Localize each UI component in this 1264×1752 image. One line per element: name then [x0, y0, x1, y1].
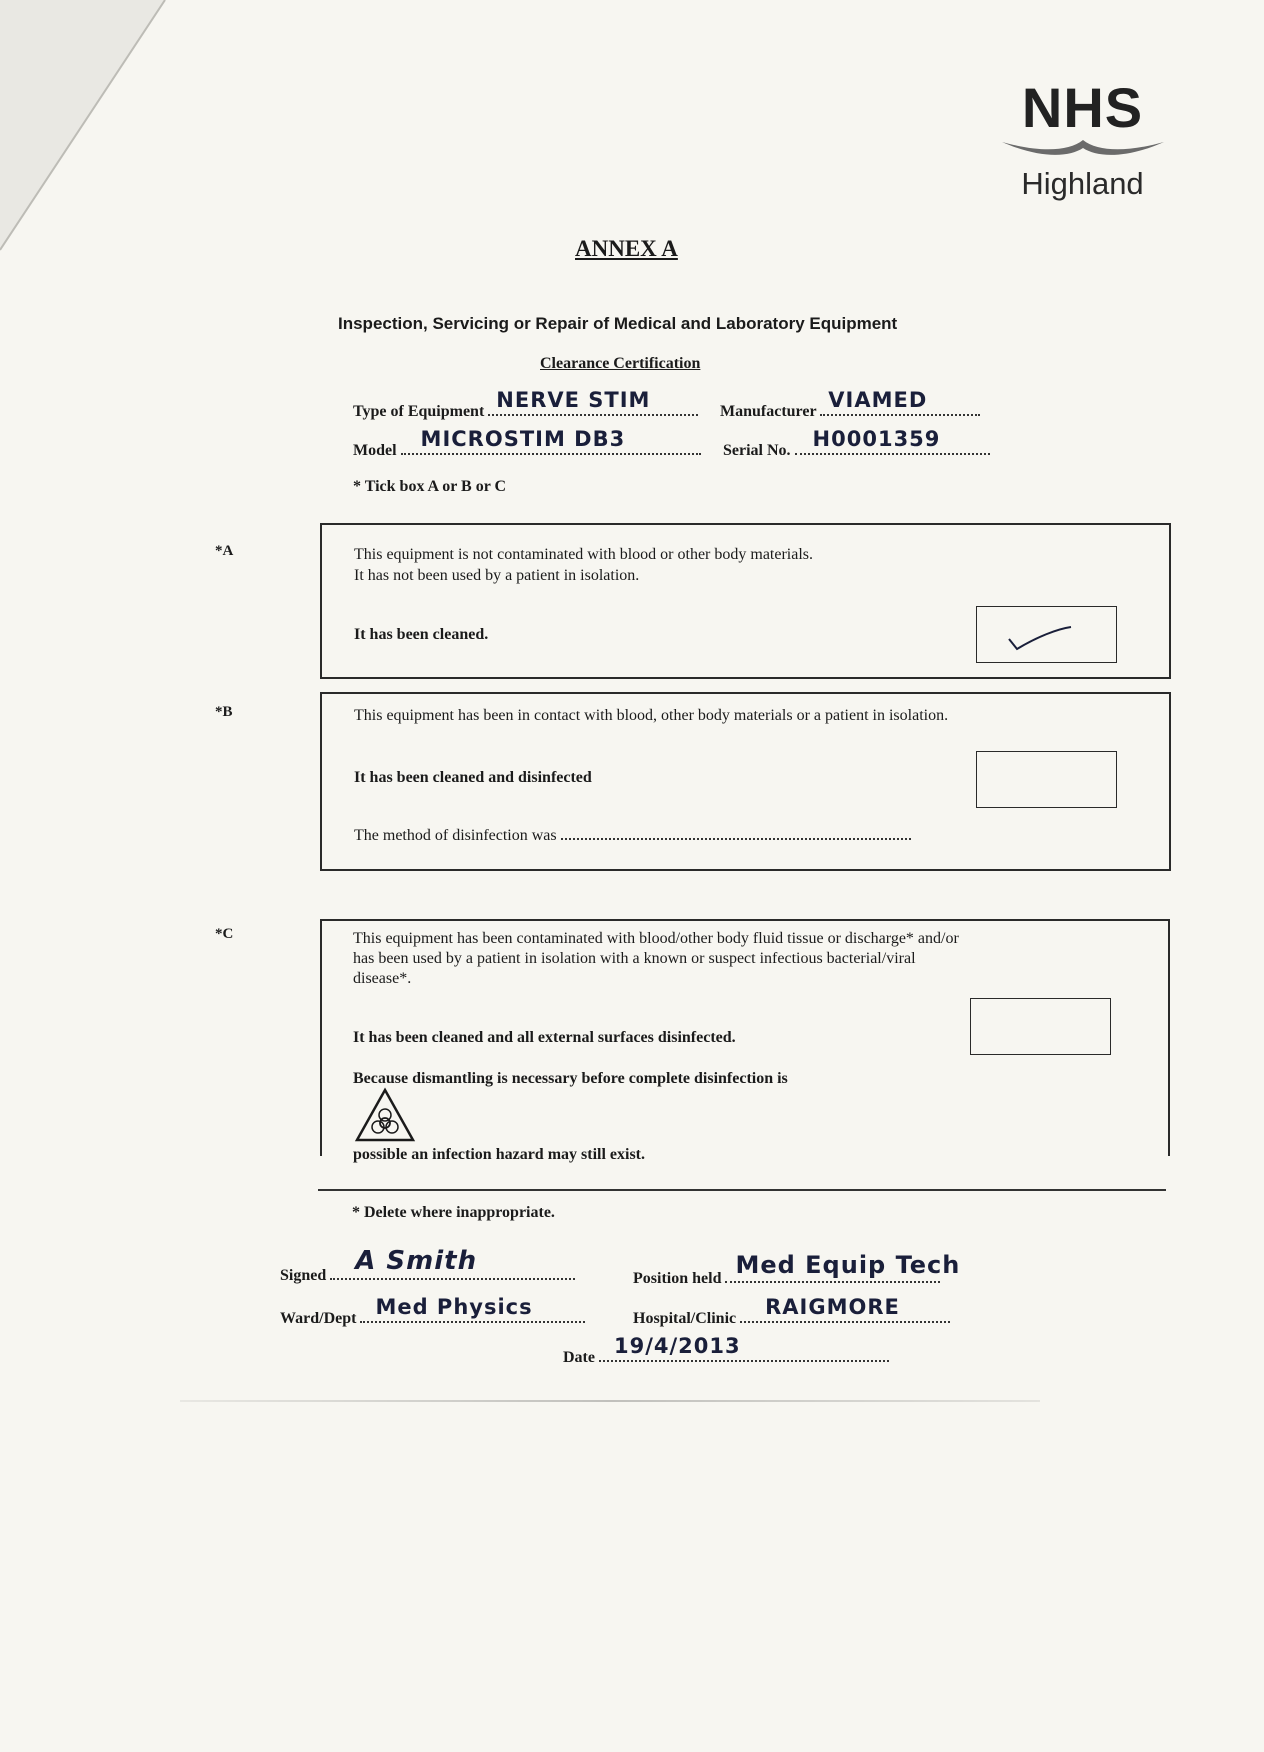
section-c-line3: disease*.	[353, 970, 412, 987]
hospital-label: Hospital/Clinic	[633, 1310, 737, 1327]
section-b-statement: It has been cleaned and disinfected	[354, 769, 592, 786]
signed-label: Signed	[280, 1267, 327, 1284]
signed-value[interactable]: A Smith	[355, 1246, 478, 1276]
manufacturer-line	[820, 388, 980, 416]
section-b-line1: This equipment has been in contact with blood, other body materials or a patient in isolation.	[354, 707, 949, 724]
folded-corner	[0, 0, 180, 260]
date-label: Date	[563, 1349, 595, 1366]
section-c-warning2: possible an infection hazard may still exist.	[353, 1146, 646, 1163]
type-value[interactable]: NERVE STIM	[496, 388, 651, 412]
nhs-logo	[995, 76, 1170, 201]
section-b-method	[354, 826, 911, 846]
section-b-method-line[interactable]	[561, 826, 911, 840]
certification-title: Clearance Certification	[540, 355, 701, 372]
section-c-line2: has been used by a patient in isolation with a known or suspect infectious bacterial/viral	[353, 950, 916, 967]
signed-line	[330, 1246, 575, 1280]
model-label: Model	[353, 442, 397, 459]
position-field	[633, 1251, 961, 1288]
model-line	[401, 427, 701, 455]
section-b-checkbox[interactable]	[976, 751, 1117, 808]
type-label: Type of Equipment	[353, 403, 485, 420]
ward-field	[280, 1295, 585, 1328]
section-a-marker: *A	[215, 543, 234, 559]
section-a-line1: This equipment is not contaminated with blood or other body materials.	[354, 546, 814, 563]
section-a-checkbox[interactable]	[976, 606, 1117, 663]
section-c-marker: *C	[215, 926, 234, 942]
biohazard-icon	[354, 1087, 416, 1143]
serial-line	[795, 427, 990, 455]
form-subtitle: Inspection, Servicing or Repair of Medical and Laboratory Equipment	[338, 314, 898, 333]
model-value[interactable]: MICROSTIM DB3	[420, 427, 626, 451]
manufacturer-label: Manufacturer	[720, 403, 817, 420]
type-line	[488, 388, 698, 416]
page-title: ANNEX A	[575, 236, 678, 261]
section-a-line2: It has not been used by a patient in isolation.	[354, 567, 640, 584]
signed-field	[280, 1246, 575, 1285]
serial-label: Serial No.	[723, 442, 791, 459]
tick-instruction: * Tick box A or B or C	[353, 478, 507, 495]
position-label: Position held	[633, 1270, 722, 1287]
logo-org: NHS	[1021, 76, 1144, 139]
section-a-statement: It has been cleaned.	[354, 626, 489, 643]
hospital-line	[740, 1295, 950, 1323]
ward-label: Ward/Dept	[280, 1310, 357, 1327]
logo-swoosh-icon	[998, 136, 1168, 162]
section-b-box	[320, 692, 1171, 871]
section-c-line1: This equipment has been contaminated with blood/other body fluid tissue or discharge* and/or	[353, 930, 959, 947]
ward-value[interactable]: Med Physics	[375, 1295, 533, 1319]
hospital-field	[633, 1295, 950, 1328]
section-c-bottom-rule	[318, 1189, 1166, 1191]
section-c-warning1: Because dismantling is necessary before complete disinfection is	[353, 1070, 788, 1087]
section-c-statement: It has been cleaned and all external surfaces disinfected.	[353, 1029, 736, 1046]
ward-line	[360, 1295, 585, 1323]
section-b-marker: *B	[215, 704, 233, 720]
checkmark-icon	[977, 607, 1116, 662]
section-c-checkbox[interactable]	[970, 998, 1111, 1055]
date-line	[599, 1334, 889, 1362]
manufacturer-value[interactable]: VIAMED	[828, 388, 928, 412]
serial-field	[723, 427, 990, 460]
hospital-value[interactable]: RAIGMORE	[765, 1295, 900, 1319]
section-b-method-label: The method of disinfection was	[354, 827, 557, 844]
position-line	[725, 1251, 961, 1283]
delete-note: * Delete where inappropriate.	[352, 1204, 555, 1221]
date-field	[563, 1334, 889, 1367]
type-field	[353, 388, 698, 421]
position-value[interactable]: Med Equip Tech	[735, 1251, 961, 1279]
section-a-box	[320, 523, 1171, 679]
date-value[interactable]: 19/4/2013	[613, 1334, 741, 1358]
paper-fold-line	[180, 1400, 1040, 1402]
serial-value[interactable]: H0001359	[812, 427, 941, 451]
logo-region: Highland	[1021, 166, 1144, 201]
manufacturer-field	[720, 388, 980, 421]
section-c-box	[320, 919, 1170, 1163]
model-field	[353, 427, 701, 460]
